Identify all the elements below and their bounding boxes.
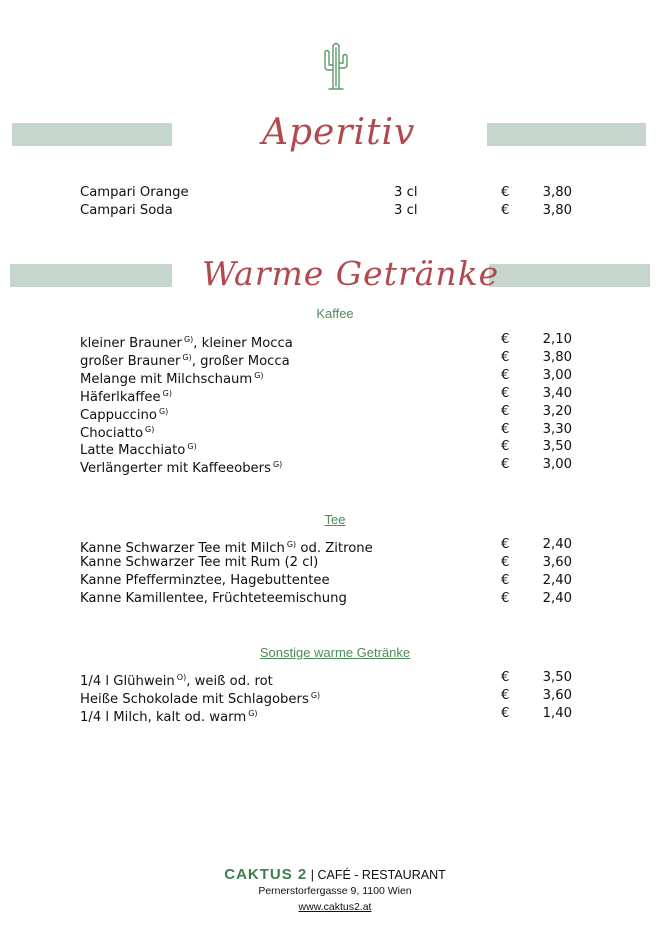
item-price: 3,80 (542, 349, 572, 365)
item-price: 3,60 (542, 555, 572, 570)
currency-symbol: € (501, 421, 510, 437)
item-name (80, 456, 282, 478)
menu-row (0, 331, 670, 349)
item-name-main: Kanne Pfefferminztee, Hagebuttentee (80, 573, 330, 588)
allergen-note: G) (254, 370, 264, 380)
item-price: 2,40 (542, 573, 572, 588)
allergen-note: O) (176, 673, 187, 682)
item-name (80, 554, 318, 572)
item-name-main: Verlängerter mit Kaffeeobers (80, 461, 271, 477)
footer-tagline: CAFÉ - RESTAURANT (317, 868, 446, 882)
item-name-extra: , großer Mocca (191, 353, 290, 369)
item-name-main: Heiße Schokolade mit Schlagobers (80, 692, 309, 707)
item-name-main: Cappuccino (80, 407, 157, 423)
item-name-main: Chociatto (80, 425, 144, 441)
item-name-main: 1/4 l Milch, kalt od. warm (80, 710, 247, 725)
item-price: 1,40 (542, 706, 572, 721)
allergen-note: G) (187, 442, 197, 452)
item-name-extra: , kleiner Mocca (193, 336, 293, 351)
menu-row (0, 536, 670, 554)
section-title-aperitiv: Aperitiv (262, 112, 416, 153)
item-name (80, 572, 330, 590)
item-price: 3,60 (542, 688, 572, 703)
currency-symbol: € (501, 706, 510, 721)
menu-row (0, 421, 670, 439)
menu-row (0, 705, 670, 723)
item-price: 3,50 (542, 670, 572, 685)
currency-symbol: € (501, 385, 510, 401)
menu-row (0, 349, 670, 367)
currency-symbol: € (501, 591, 510, 606)
menu-row (0, 590, 670, 608)
subsection-title-tee: Tee (324, 512, 346, 527)
decor-band-left (12, 123, 172, 146)
item-name (80, 705, 258, 727)
currency-symbol: € (501, 332, 510, 347)
menu-row (0, 554, 670, 572)
menu-row (0, 403, 670, 421)
allergen-note: G) (183, 335, 194, 344)
item-name-main: Kanne Schwarzer Tee mit Rum (2 cl) (80, 555, 319, 570)
currency-symbol: € (501, 203, 510, 218)
item-name-main: Latte Macchiato (80, 443, 186, 459)
currency-symbol: € (501, 555, 510, 570)
menu-row (0, 367, 670, 385)
item-name-main: kleiner Brauner (80, 336, 182, 351)
menu-row (0, 456, 670, 477)
item-name-main: Häferlkaffee (80, 389, 161, 405)
menu-row (0, 687, 670, 705)
currency-symbol: € (501, 457, 510, 473)
item-name: Campari Orange (80, 185, 189, 200)
currency-symbol: € (501, 537, 510, 552)
currency-symbol: € (501, 670, 510, 685)
item-name-main: Kanne Kamillentee, Früchteteemischung (80, 591, 347, 606)
allergen-note: G) (286, 540, 297, 549)
item-name-main: Melange mit Milchschaum (80, 371, 253, 387)
item-quantity: 3 cl (394, 203, 418, 218)
allergen-note: G) (272, 460, 283, 470)
menu-row (0, 438, 670, 459)
item-price: 3,00 (542, 457, 572, 473)
item-price: 3,30 (542, 421, 572, 437)
allergen-note: G) (145, 424, 155, 434)
item-price: 3,40 (542, 385, 572, 401)
item-price: 3,50 (542, 439, 572, 455)
subsection-title-kaffee: Kaffee (316, 306, 354, 321)
decor-band-right (487, 123, 646, 146)
currency-symbol: € (501, 349, 510, 365)
item-name-extra: od. Zitrone (296, 541, 373, 556)
item-name-extra: , weiß od. rot (186, 674, 273, 689)
allergen-note: G) (158, 406, 169, 416)
item-price: 2,10 (542, 332, 572, 347)
footer-address: Pernerstorfergasse 9, 1100 Wien (258, 885, 412, 897)
item-quantity: 3 cl (394, 185, 418, 200)
currency-symbol: € (501, 403, 510, 419)
allergen-note: G) (248, 709, 258, 718)
item-price: 2,40 (542, 591, 572, 606)
item-price: 3,80 (542, 185, 572, 200)
menu-row (0, 184, 670, 202)
brand-logo-text: CAKTUS 2 (224, 866, 308, 883)
item-price: 3,20 (542, 403, 572, 419)
menu-row (0, 669, 670, 687)
currency-symbol: € (501, 573, 510, 588)
currency-symbol: € (501, 439, 510, 455)
menu-row (0, 572, 670, 590)
footer-website-link[interactable]: www.caktus2.at (298, 901, 372, 913)
item-name-main: großer Brauner (80, 353, 181, 369)
allergen-note: G) (182, 352, 192, 362)
currency-symbol: € (501, 688, 510, 703)
allergen-note: G) (310, 691, 321, 700)
item-price: 3,00 (542, 367, 572, 383)
item-name: Campari Soda (80, 203, 173, 218)
decor-band-right (489, 264, 650, 287)
subsection-title-sonstige: Sonstige warme Getränke (259, 645, 411, 660)
item-name (80, 590, 347, 608)
decor-band-left (10, 264, 172, 287)
currency-symbol: € (501, 185, 510, 200)
item-price: 3,80 (542, 203, 572, 218)
footer-brand-line (0, 866, 670, 883)
item-price: 2,40 (542, 537, 572, 552)
allergen-note: G) (162, 388, 172, 398)
menu-row (0, 202, 670, 220)
cactus-icon (322, 38, 350, 92)
section-title-warme-getraenke: Warme Getränke (202, 254, 500, 293)
item-name-main: Kanne Schwarzer Tee mit Milch (80, 541, 285, 556)
footer-separator: | (310, 868, 314, 882)
menu-row (0, 385, 670, 403)
currency-symbol: € (501, 367, 510, 383)
item-name-main: 1/4 l Glühwein (80, 674, 175, 689)
